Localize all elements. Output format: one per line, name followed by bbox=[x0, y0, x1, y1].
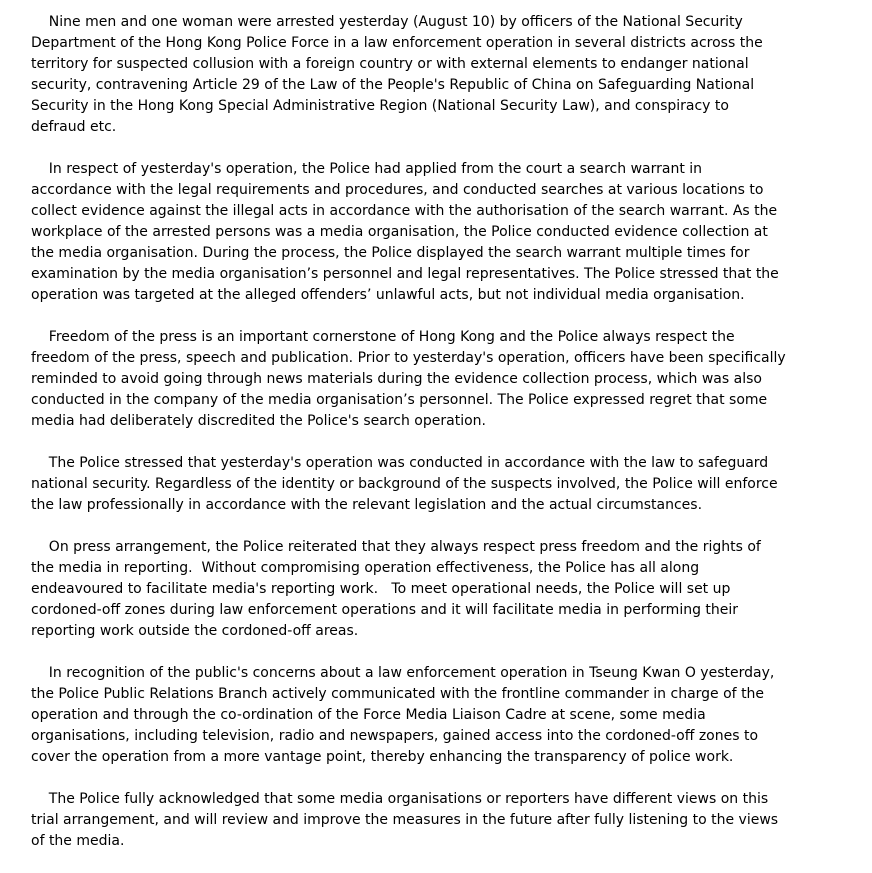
press-release-body bbox=[31, 12, 846, 873]
paragraph-review-measures: The Police fully acknowledged that some media organisations or reporters have different views on this trial arrangement, and will review and improve the measures in the future after fully listening to the views of the media. bbox=[31, 791, 779, 849]
paragraph-arrests: Nine men and one woman were arrested yesterday (August 10) by officers of the National Security Department of the Hong Kong Police Force in a law enforcement operation in several districts across the territory for suspected collusion with a foreign country or with external elements to endanger national security, contravening Article 29 of the Law of the People's Republic of China on Safeguarding National Security in the Hong Kong Special Administrative Region (National Security Law), and conspiracy to defraud etc. bbox=[31, 14, 763, 135]
paragraph-lawful-operation: The Police stressed that yesterday's operation was conducted in accordance with the law to safeguard national security. Regardless of the identity or background of the suspects involved, the Police will enforce the law professionally in accordance with the relevant legislation and the actual circumstances. bbox=[31, 455, 778, 513]
paragraph-search-warrant: In respect of yesterday's operation, the Police had applied from the court a search warrant in accordance with the legal requirements and procedures, and conducted searches at various locations to collect evidence against the illegal acts in accordance with the authorisation of the search warrant. As the workplace of the arrested persons was a media organisation, the Police conducted evidence collection at the media organisation. During the process, the Police displayed the search warrant multiple times for examination by the media organisation’s personnel and legal representatives. The Police stressed that the operation was targeted at the alleged offenders’ unlawful acts, but not individual media organisation. bbox=[31, 161, 779, 303]
paragraph-tseung-kwan-o: In recognition of the public's concerns about a law enforcement operation in Tseung Kwan O yesterday, the Police Public Relations Branch actively communicated with the frontline commander in charge of the operation and through the co-ordination of the Force Media Liaison Cadre at scene, some media organisations, including television, radio and newspapers, gained access into the cordoned-off zones to cover the operation from a more vantage point, thereby enhancing the transparency of police work. bbox=[31, 665, 775, 765]
paragraph-press-freedom: Freedom of the press is an important cornerstone of Hong Kong and the Police always respect the freedom of the press, speech and publication. Prior to yesterday's operation, officers have been specifically reminded to avoid going through news materials during the evidence collection process, which was also conducted in the company of the media organisation’s personnel. The Police expressed regret that some media had deliberately discredited the Police's search operation. bbox=[31, 329, 786, 429]
paragraph-press-arrangement: On press arrangement, the Police reiterated that they always respect press freedom and the rights of the media in reporting. Without compromising operation effectiveness, the Police has all along endeavoured to facilitate media's reporting work. To meet operational needs, the Police will set up cordoned-off zones during law enforcement operations and it will facilitate media in performing their reporting work outside the cordoned-off areas. bbox=[31, 539, 761, 639]
